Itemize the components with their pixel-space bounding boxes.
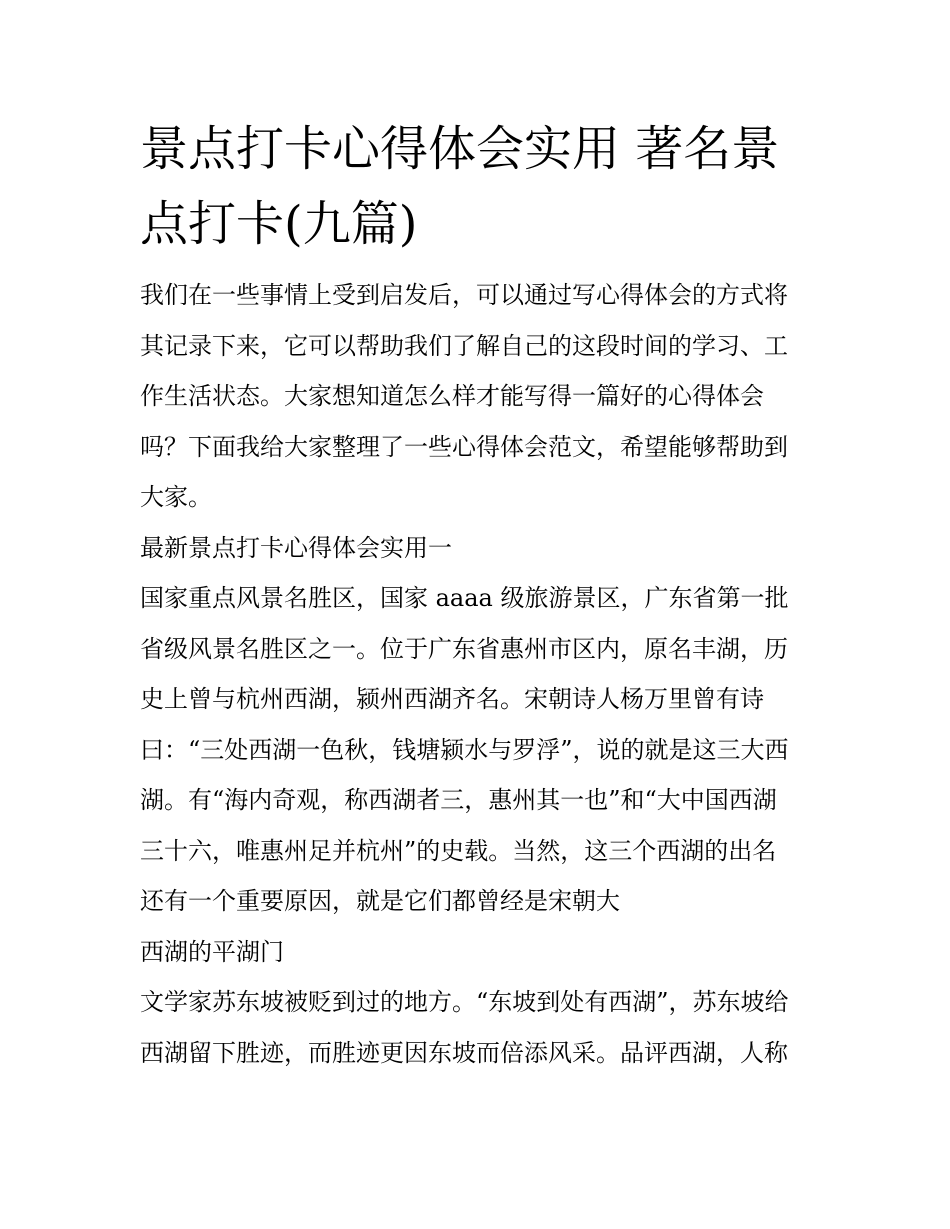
document-content — [140, 112, 816, 1078]
text-line: 大家。 — [140, 483, 212, 511]
text-line: 三十六，唯惠州足并杭州”的史载。当然，这三个西湖的出名 — [140, 836, 777, 865]
text-line: 西湖留下胜迹，而胜迹更因东坡而倍添风采。品评西湖，人称 — [140, 1038, 788, 1067]
text-line: 我们在一些事情上受到启发后，可以通过写心得体会的方式将 — [140, 281, 788, 309]
text-line: 史上曾与杭州西湖，颍州西湖齐名。宋朝诗人杨万里曾有诗 — [140, 685, 764, 713]
text-line: 作生活状态。大家想知道怎么样才能写得一篇好的心得体会 — [140, 382, 764, 410]
document-title — [140, 112, 816, 262]
text-line: 文学家苏东坡被贬到过的地方。“东坡到处有西湖”，苏东坡给 — [140, 988, 789, 1016]
text-line: 湖。有“海内奇观，称西湖者三，惠州其一也”和“大中国西湖 — [140, 786, 777, 814]
text-line: 吗？下面我给大家整理了一些心得体会范文，希望能够帮助到 — [140, 432, 788, 461]
text-line: 西湖的平湖门 — [140, 937, 284, 966]
text-line: 还有一个重要原因，就是它们都曾经是宋朝大 — [140, 887, 620, 915]
section-heading: 最新景点打卡心得体会实用一 — [140, 533, 452, 562]
title-line: 景点打卡心得体会实用 著名景 — [140, 121, 780, 177]
text-line: 省级风景名胜区之一。位于广东省惠州市区内，原名丰湖，历 — [140, 634, 788, 663]
title-line: 点打卡(九篇) — [140, 196, 418, 252]
text-line: 国家重点风景名胜区，国家 aaaa 级旅游景区，广东省第一批 — [140, 584, 789, 612]
text-line: 曰：“三处西湖一色秋，钱塘颍水与罗浮”，说的就是这三大西 — [140, 735, 789, 764]
body-text — [140, 270, 816, 1078]
text-line: 其记录下来，它可以帮助我们了解自己的这段时间的学习、工 — [140, 331, 788, 360]
